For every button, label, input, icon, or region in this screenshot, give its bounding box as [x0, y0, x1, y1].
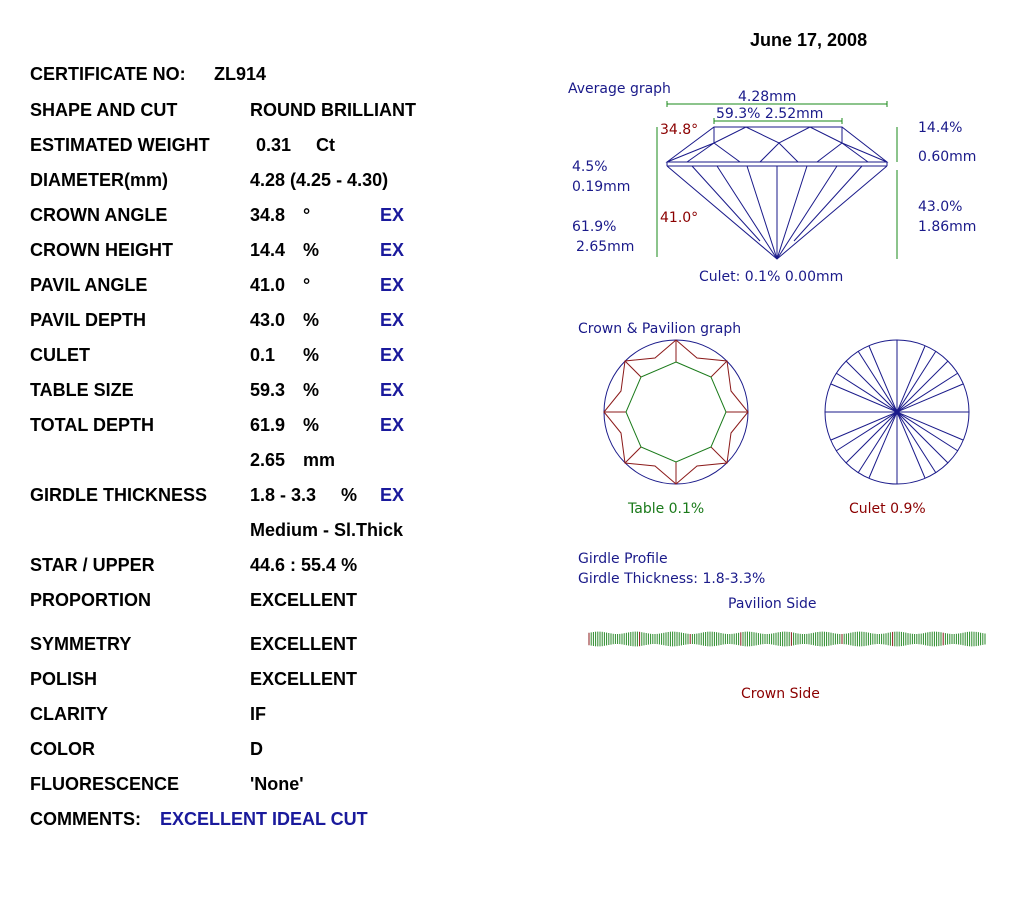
- property-label: COLOR: [30, 739, 95, 759]
- property-value: D: [250, 739, 263, 759]
- property-unit: %: [303, 415, 320, 435]
- report-date: June 17, 2008: [750, 30, 868, 50]
- property-value: 34.8: [250, 205, 286, 225]
- girdle-mm-label: 0.19mm: [572, 179, 631, 195]
- girdle-profile-title: Girdle Profile: [578, 551, 668, 567]
- property-grade: EX: [380, 380, 405, 400]
- property-label: PAVIL DEPTH: [30, 310, 147, 330]
- property-value: 2.65: [250, 450, 286, 470]
- property-grade: EX: [380, 205, 405, 225]
- property-value: 0.1: [250, 345, 276, 365]
- property-label: PAVIL ANGLE: [30, 275, 148, 295]
- girdle-thickness-label: Girdle Thickness: 1.8-3.3%: [578, 571, 766, 587]
- property-value: 43.0: [250, 310, 286, 330]
- property-grade: EX: [380, 485, 405, 505]
- culet-percent-label: Culet 0.9%: [849, 501, 926, 517]
- property-value: IF: [250, 704, 266, 724]
- property-label: CULET: [30, 345, 90, 365]
- table-label: 59.3% 2.52mm: [716, 106, 824, 122]
- property-grade: EX: [380, 310, 405, 330]
- certificate-number: ZL914: [214, 64, 267, 84]
- table-percent-label: Table 0.1%: [628, 501, 705, 517]
- property-label: CROWN ANGLE: [30, 205, 168, 225]
- pavilion-side-label: Pavilion Side: [728, 596, 817, 612]
- property-value: 41.0: [250, 275, 286, 295]
- property-label: GIRDLE THICKNESS: [30, 485, 208, 505]
- property-unit: Ct: [316, 135, 335, 155]
- culet-label: Culet: 0.1% 0.00mm: [699, 269, 844, 285]
- property-label: FLUORESCENCE: [30, 774, 180, 794]
- crown-height-pct-label: 14.4%: [918, 120, 963, 136]
- property-unit: %: [303, 345, 320, 365]
- property-grade: EX: [380, 415, 405, 435]
- property-value: 59.3: [250, 380, 286, 400]
- girdle-pct-label: 4.5%: [572, 159, 608, 175]
- average-graph-title: Average graph: [568, 81, 671, 97]
- property-grade: EX: [380, 240, 405, 260]
- property-unit: %: [303, 310, 320, 330]
- total-depth-mm-label: 2.65mm: [576, 239, 635, 255]
- property-unit: °: [303, 205, 311, 225]
- property-unit: °: [303, 275, 311, 295]
- comments-value: EXCELLENT IDEAL CUT: [160, 809, 368, 829]
- property-label: CLARITY: [30, 704, 108, 724]
- crown-pavilion-title: Crown & Pavilion graph: [578, 321, 742, 337]
- crown-angle-label: 34.8°: [660, 122, 699, 138]
- property-value: EXCELLENT: [250, 669, 358, 689]
- property-value: 14.4: [250, 240, 286, 260]
- property-label: STAR / UPPER: [30, 555, 155, 575]
- diameter-label: 4.28mm: [738, 89, 797, 105]
- certificate-label: CERTIFICATE NO:: [30, 64, 186, 84]
- property-unit: %: [303, 380, 320, 400]
- comments-label: COMMENTS:: [30, 809, 141, 829]
- property-value: EXCELLENT: [250, 590, 358, 610]
- property-label: PROPORTION: [30, 590, 152, 610]
- property-value: 44.6 : 55.4 %: [250, 555, 358, 575]
- property-value: 0.31: [256, 135, 292, 155]
- crown-top-view: [604, 340, 748, 484]
- property-unit: mm: [303, 450, 336, 470]
- property-unit: %: [303, 240, 320, 260]
- property-label: TABLE SIZE: [30, 380, 134, 400]
- girdle-profile-strip: [589, 632, 985, 647]
- total-depth-pct-label: 61.9%: [572, 219, 617, 235]
- property-unit: %: [341, 485, 358, 505]
- property-label: CROWN HEIGHT: [30, 240, 173, 260]
- property-value: 1.8 - 3.3: [250, 485, 317, 505]
- property-value: EXCELLENT: [250, 634, 358, 654]
- property-label: ESTIMATED WEIGHT: [30, 135, 210, 155]
- pavilion-angle-label: 41.0°: [660, 210, 699, 226]
- property-value: 'None': [250, 774, 304, 794]
- pavilion-mm-label: 1.86mm: [918, 219, 977, 235]
- property-value: ROUND BRILLIANT: [250, 100, 416, 120]
- property-value: 61.9: [250, 415, 286, 435]
- property-label: POLISH: [30, 669, 98, 689]
- pavilion-bottom-view: [825, 340, 969, 484]
- property-grade: EX: [380, 275, 405, 295]
- crown-table-octagon: [626, 362, 726, 462]
- property-label: TOTAL DEPTH: [30, 415, 155, 435]
- property-label: SHAPE AND CUT: [30, 100, 178, 120]
- property-label: DIAMETER(mm): [30, 170, 168, 190]
- pavilion-pct-label: 43.0%: [918, 199, 963, 215]
- crown-height-mm-label: 0.60mm: [918, 149, 977, 165]
- property-value: 4.28 (4.25 - 4.30): [250, 170, 389, 190]
- property-grade: EX: [380, 345, 405, 365]
- crown-side-label: Crown Side: [741, 686, 820, 702]
- property-label: SYMMETRY: [30, 634, 132, 654]
- property-value: Medium - Sl.Thick: [250, 520, 404, 540]
